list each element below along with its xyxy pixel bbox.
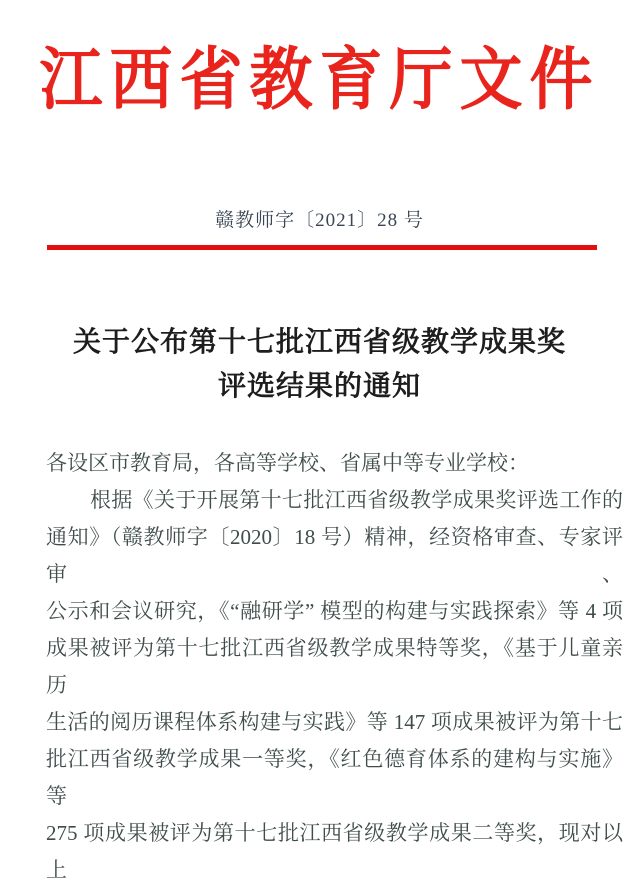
body-paragraph-line: 公示和会议研究，《“融研学” 模型的构建与实践探索》等 4 项 <box>46 599 623 623</box>
body-paragraph-line: 通知》（赣教师字〔2020〕18 号）精神，经资格审查、专家评审、 <box>46 525 623 586</box>
document-title-line2: 评选结果的通知 <box>217 371 421 402</box>
document-reference-number: 赣教师字〔2021〕28 号 <box>215 210 424 231</box>
document-title <box>0 321 639 409</box>
salutation-line: 各设区市教育局，各高等学校、省属中等专业学校： <box>46 451 529 475</box>
document-title-line1: 关于公布第十七批江西省级教学成果奖 <box>72 327 566 358</box>
body-paragraph-line: 生活的阅历课程体系构建与实践》等 147 项成果被评为第十七 <box>46 710 623 734</box>
body-paragraph-line: 批江西省级教学成果一等奖，《红色德育体系的建构与实施》等 <box>46 747 623 808</box>
body-paragraph-line: 275 项成果被评为第十七批江西省级教学成果二等奖，现对以上 <box>46 821 623 882</box>
body-paragraph-line: 成果被评为第十七批江西省级教学成果特等奖，《基于儿童亲历 <box>46 636 623 697</box>
red-divider-line <box>47 245 597 250</box>
document-body <box>46 445 623 889</box>
document-header-title: 江西省教育厅文件 <box>39 42 600 119</box>
document-page <box>0 42 639 882</box>
body-paragraph-line: 根据《关于开展第十七批江西省级教学成果奖评选工作的 <box>90 488 623 512</box>
